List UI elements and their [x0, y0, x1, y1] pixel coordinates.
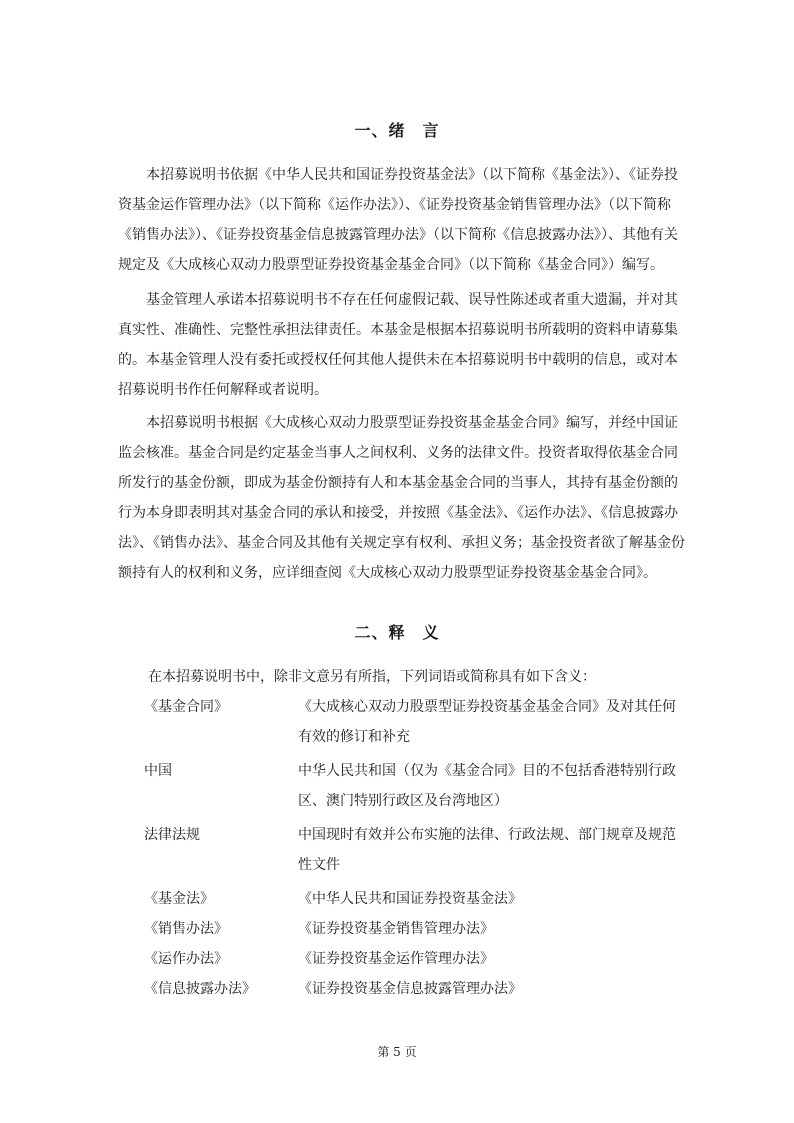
definition-row: [118, 944, 698, 974]
definition-text: 《证券投资基金运作管理办法》: [298, 951, 494, 967]
definition-text: 中华人民共和国（仅为《基金合同》目的不包括香港特别行政区、澳门特别行政区及台湾地区）: [298, 763, 676, 809]
page-number: 第 5 页: [377, 1045, 417, 1059]
definition-term: 《基金合同》: [144, 699, 228, 715]
definitions-intro: 在本招募说明书中，除非文意另有所指，下列词语或简称具有如下含义：: [148, 669, 596, 685]
definition-text: 中国现时有效并公布实施的法律、行政法规、部门规章及规范性文件: [298, 827, 676, 873]
definition-term: 《运作办法》: [144, 951, 228, 967]
section-title-introduction: 一、绪 言: [354, 121, 440, 140]
paragraph-contract-basis: 本招募说明书根据《大成核心双动力股票型证券投资基金基金合同》编写，并经中国证监会核准。基金合同是约定基金当事人之间权利、义务的法律文件。投资者取得依基金合同所发行的基金份额，即成为基金份额持有人和本基金基金合同的当事人，其持有基金份额的行为本身即表明其对基金合同的承认和接受，并按照《基金法》、《运作办法》、《信息披露办法》、《销售办法》、基金合同及其他有关规定享有权利、承担义务；基金投资者欲了解基金份额持有人的权利和义务，应详细查阅《大成核心双动力股票型证券投资基金基金合同》。: [118, 415, 685, 581]
definition-text: 《中华人民共和国证券投资基金法》: [298, 891, 522, 907]
paragraph-manager-commitment: 基金管理人承诺本招募说明书不存在任何虚假记载、误导性陈述或者重大遗漏，并对其真实性、准确性、完整性承担法律责任。本基金是根据本招募说明书所载明的资料申请募集的。本基金管理人没有委托或授权任何其他人提供未在本招募说明书中载明的信息，或对本招募说明书作任何解释或者说明。: [118, 292, 678, 398]
definition-term: 中国: [144, 763, 172, 779]
definition-text: 《大成核心双动力股票型证券投资基金基金合同》及对其任何有效的修订和补充: [298, 699, 676, 745]
definition-row: [118, 974, 698, 1004]
definitions-list: [118, 692, 698, 1004]
definition-term: 《信息披露办法》: [144, 981, 256, 997]
section-title-definitions: 二、释 义: [354, 623, 440, 642]
definition-row: [118, 884, 698, 914]
definition-row: [118, 914, 698, 944]
definition-term: 法律法规: [144, 827, 200, 843]
definition-term: 《基金法》: [144, 891, 214, 907]
definition-row: [118, 756, 698, 820]
definition-text: 《证券投资基金信息披露管理办法》: [298, 981, 522, 997]
definition-row: [118, 692, 698, 756]
definition-text: 《证券投资基金销售管理办法》: [298, 921, 494, 937]
definition-row: [118, 820, 698, 884]
paragraph-legal-basis: 本招募说明书依据《中华人民共和国证券投资基金法》（以下简称《基金法》）、《证券投资基金运作管理办法》（以下简称《运作办法》）、《证券投资基金销售管理办法》（以下简称《销售办法》）、《证券投资基金信息披露管理办法》（以下简称《信息披露办法》）、其他有关规定及《大成核心双动力股票型证券投资基金基金合同》（以下简称《基金合同》）编写。: [118, 167, 678, 273]
definition-term: 《销售办法》: [144, 921, 228, 937]
